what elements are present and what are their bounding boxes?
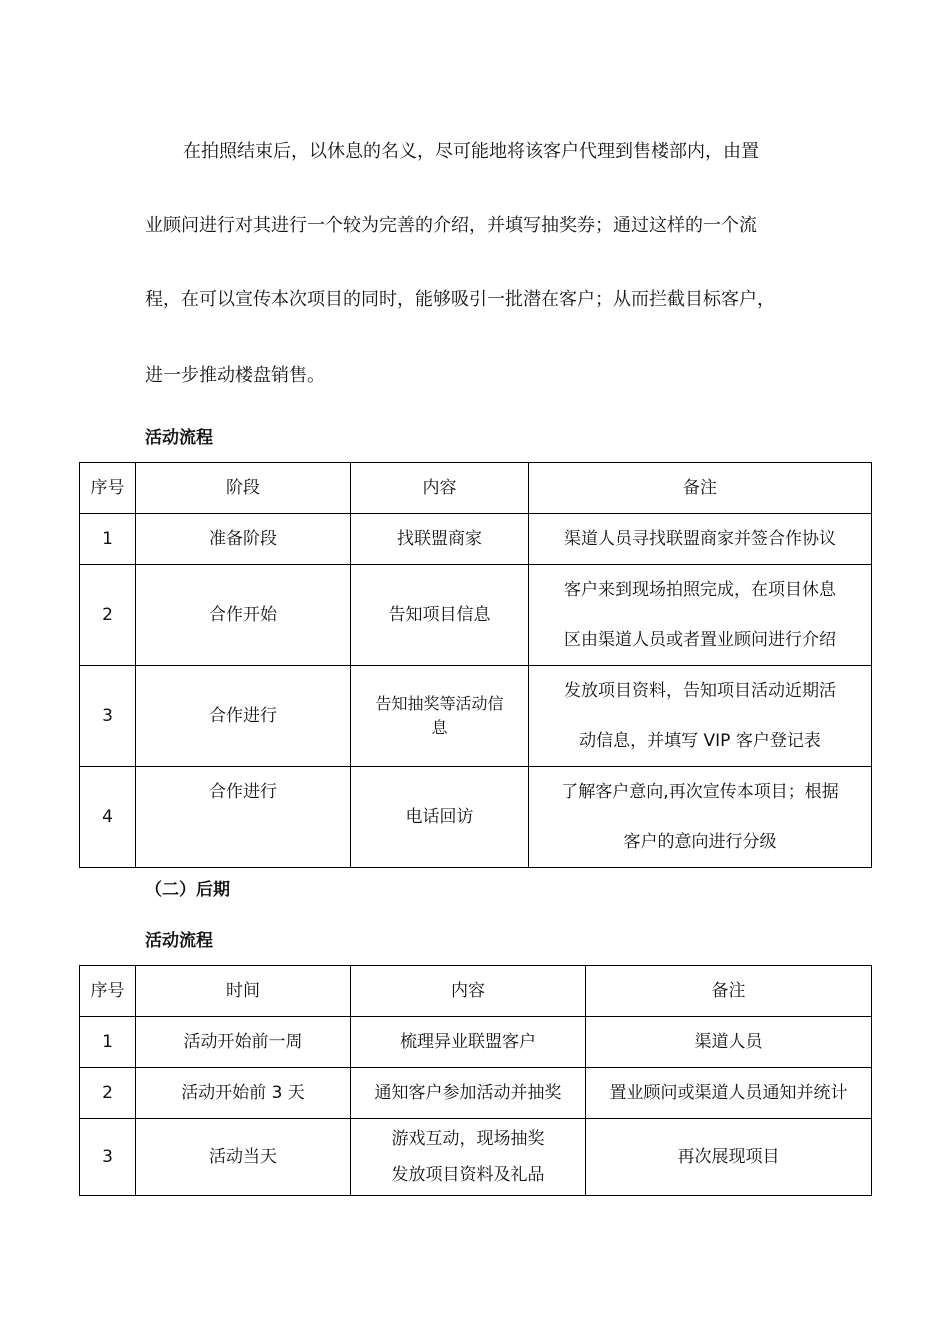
content-cell	[351, 1119, 586, 1196]
row-number: 3	[80, 666, 136, 767]
row-number: 1	[80, 1017, 136, 1068]
note-line: 动信息，并填写 VIP 客户登记表	[579, 731, 821, 751]
stage-cell: 合作进行	[136, 666, 351, 767]
table-row	[80, 767, 872, 868]
header-cell: 序号	[80, 966, 136, 1017]
stage-cell: 合作开始	[136, 565, 351, 666]
row-number: 1	[80, 514, 136, 565]
row-number: 3	[80, 1119, 136, 1196]
header-cell: 阶段	[136, 463, 351, 514]
section-heading: 活动流程	[145, 931, 213, 951]
time-cell: 活动当天	[136, 1119, 351, 1196]
header-cell: 备注	[529, 463, 872, 514]
content-cell: 通知客户参加活动并抽奖	[351, 1068, 586, 1119]
header-cell: 备注	[586, 966, 872, 1017]
paragraph-line: 业顾问进行对其进行一个较为完善的介绍，并填写抽奖券；通过这样的一个流	[145, 215, 757, 236]
activity-flow-table	[79, 462, 872, 868]
row-number: 2	[80, 1068, 136, 1119]
paragraph-line: 程，在可以宣传本次项目的同时，能够吸引一批潜在客户；从而拦截目标客户，	[145, 289, 775, 310]
content-line: 发放项目资料及礼品	[391, 1165, 545, 1185]
table-row	[80, 1068, 872, 1119]
table-row	[80, 1119, 872, 1196]
note-cell: 置业顾问或渠道人员通知并统计	[586, 1068, 872, 1119]
content-cell: 找联盟商家	[351, 514, 529, 565]
paragraph-line: 在拍照结束后，以休息的名义，尽可能地将该客户代理到售楼部内，由置	[183, 141, 759, 162]
row-number: 4	[80, 767, 136, 868]
table-row	[80, 514, 872, 565]
table-row	[80, 1017, 872, 1068]
section-heading: 活动流程	[145, 428, 213, 448]
note-cell	[529, 565, 872, 666]
content-line: 游戏互动，现场抽奖	[391, 1129, 545, 1149]
note-line: 客户的意向进行分级	[623, 832, 777, 852]
paragraph-line: 进一步推动楼盘销售。	[145, 365, 325, 386]
row-number: 2	[80, 565, 136, 666]
note-cell	[529, 767, 872, 868]
note-cell: 渠道人员	[586, 1017, 872, 1068]
time-cell: 活动开始前一周	[136, 1017, 351, 1068]
stage-cell: 准备阶段	[136, 514, 351, 565]
header-cell: 内容	[351, 463, 529, 514]
stage-cell: 合作进行	[136, 767, 351, 868]
content-cell: 告知项目信息	[351, 565, 529, 666]
table-header-row	[80, 463, 872, 514]
note-line: 了解客户意向,再次宣传本项目；根据	[561, 782, 839, 802]
note-line: 客户来到现场拍照完成，在项目休息	[564, 580, 836, 600]
note-line: 发放项目资料，告知项目活动近期活	[564, 681, 836, 701]
table-row	[80, 666, 872, 767]
note-cell: 再次展现项目	[586, 1119, 872, 1196]
note-cell	[529, 666, 872, 767]
note-cell: 渠道人员寻找联盟商家并签合作协议	[529, 514, 872, 565]
table-row	[80, 565, 872, 666]
content-cell: 梳理异业联盟客户	[351, 1017, 586, 1068]
table-header-row	[80, 966, 872, 1017]
later-activity-table	[79, 965, 872, 1196]
section-title: （二）后期	[145, 880, 230, 900]
header-cell: 序号	[80, 463, 136, 514]
header-cell: 时间	[136, 966, 351, 1017]
content-cell: 电话回访	[351, 767, 529, 868]
header-cell: 内容	[351, 966, 586, 1017]
content-cell: 告知抽奖等活动信息	[351, 666, 529, 767]
note-line: 区由渠道人员或者置业顾问进行介绍	[564, 630, 836, 650]
time-cell: 活动开始前 3 天	[136, 1068, 351, 1119]
